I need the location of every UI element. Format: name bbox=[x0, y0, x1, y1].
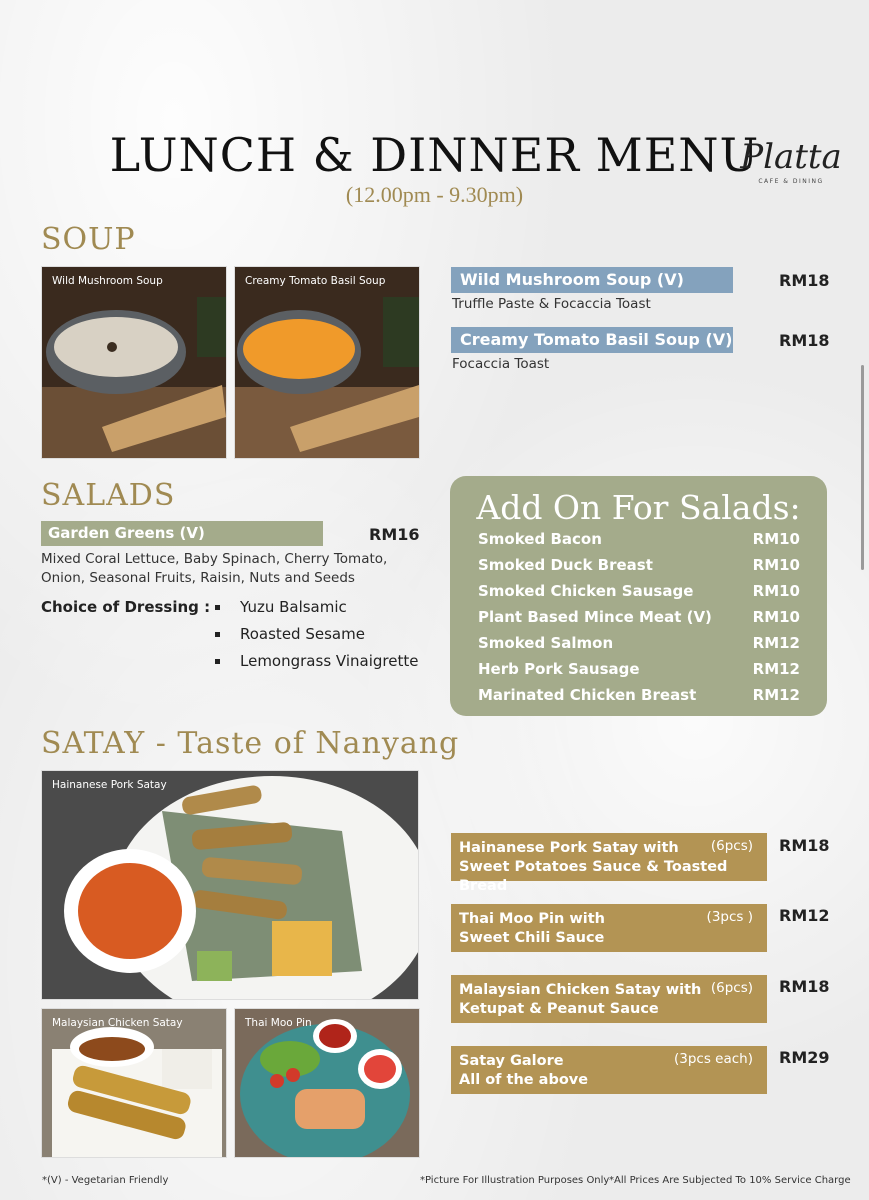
soup-item-2-price: RM18 bbox=[779, 331, 830, 350]
soup-item-1-desc: Truffle Paste & Focaccia Toast bbox=[452, 296, 651, 312]
satay-item-1-price: RM18 bbox=[779, 836, 830, 855]
satay-item-2-line2: Sweet Chili Sauce bbox=[459, 930, 605, 946]
satay-item-1-qty: (6pcs) bbox=[710, 838, 753, 854]
add-on-row: Smoked Salmon RM12 bbox=[478, 634, 800, 652]
bullet-icon bbox=[215, 605, 220, 610]
garden-greens-price: RM16 bbox=[369, 525, 420, 544]
satay-item-3-price: RM18 bbox=[779, 977, 830, 996]
satay-item-4-line1: Satay Galore bbox=[459, 1053, 564, 1069]
hainanese-pork-satay-photo bbox=[41, 770, 419, 1000]
dressing-option: Roasted Sesame bbox=[215, 625, 365, 643]
dressing-option: Yuzu Balsamic bbox=[215, 598, 347, 616]
malaysian-chicken-satay-photo bbox=[41, 1008, 227, 1158]
bullet-icon bbox=[215, 632, 220, 637]
photo-label: Wild Mushroom Soup bbox=[52, 275, 163, 287]
menu-hours: (12.00pm - 9.30pm) bbox=[345, 182, 524, 207]
dressing-label: Choice of Dressing : bbox=[41, 598, 211, 616]
satay-item-2-qty: (3pcs ) bbox=[706, 909, 753, 925]
add-on-row: Marinated Chicken Breast RM12 bbox=[478, 686, 800, 704]
photo-label: Malaysian Chicken Satay bbox=[52, 1017, 183, 1029]
dressing-option: Lemongrass Vinaigrette bbox=[215, 652, 418, 670]
satay-item-1 bbox=[451, 833, 767, 894]
menu-title: LUNCH & DINNER MENU bbox=[109, 128, 760, 182]
satay-item-3-qty: (6pcs) bbox=[710, 980, 753, 996]
add-on-row: Herb Pork Sausage RM12 bbox=[478, 660, 800, 678]
bullet-icon bbox=[215, 659, 220, 664]
satay-item-2-price: RM12 bbox=[779, 906, 830, 925]
add-on-row: Plant Based Mince Meat (V) RM10 bbox=[478, 608, 800, 626]
satay-item-1-line1: Hainanese Pork Satay with bbox=[459, 840, 679, 856]
footer-vegetarian-note: *(V) - Vegetarian Friendly bbox=[42, 1175, 169, 1186]
satay-item-2 bbox=[451, 904, 767, 952]
photo-label: Creamy Tomato Basil Soup bbox=[245, 275, 386, 287]
wild-mushroom-soup-photo bbox=[41, 266, 227, 459]
add-on-row: Smoked Duck Breast RM10 bbox=[478, 556, 800, 574]
garden-greens-name: Garden Greens (V) bbox=[41, 521, 323, 546]
satay-item-3 bbox=[451, 975, 767, 1023]
satay-item-4-line2: All of the above bbox=[459, 1072, 589, 1088]
logo-text: Platta bbox=[740, 137, 842, 177]
satay-item-4 bbox=[451, 1046, 767, 1094]
tomato-basil-soup-photo bbox=[234, 266, 420, 459]
add-on-title: Add On For Salads: bbox=[476, 488, 801, 527]
satay-item-1-line2: Sweet Potatoes Sauce & Toasted Bread bbox=[459, 859, 728, 894]
thai-moo-pin-photo bbox=[234, 1008, 420, 1158]
scrollbar[interactable] bbox=[861, 365, 864, 570]
photo-label: Hainanese Pork Satay bbox=[52, 779, 167, 791]
satay-item-4-price: RM29 bbox=[779, 1048, 830, 1067]
garden-greens-desc-line1: Mixed Coral Lettuce, Baby Spinach, Cherry Tomato, bbox=[41, 551, 388, 567]
salads-heading: SALADS bbox=[41, 478, 176, 513]
satay-item-4-qty: (3pcs each) bbox=[674, 1051, 753, 1067]
footer-service-charge-note: *All Prices Are Subjected To 10% Service Charge bbox=[609, 1175, 851, 1186]
soup-item-1-price: RM18 bbox=[779, 271, 830, 290]
add-on-salads-box bbox=[450, 476, 827, 716]
satay-item-3-line1: Malaysian Chicken Satay with bbox=[459, 982, 702, 998]
soup-item-2-name: Creamy Tomato Basil Soup (V) bbox=[451, 327, 733, 353]
add-on-row: Smoked Bacon RM10 bbox=[478, 530, 800, 548]
footer-illustration-note: *Picture For Illustration Purposes Only bbox=[420, 1175, 610, 1186]
logo-subtext: CAFE & DINING bbox=[758, 178, 824, 185]
satay-item-2-line1: Thai Moo Pin with bbox=[459, 911, 606, 927]
garden-greens-desc-line2: Onion, Seasonal Fruits, Raisin, Nuts and Seeds bbox=[41, 570, 355, 586]
logo bbox=[736, 137, 846, 185]
soup-heading: SOUP bbox=[41, 222, 136, 257]
add-on-row: Smoked Chicken Sausage RM10 bbox=[478, 582, 800, 600]
photo-label: Thai Moo Pin bbox=[245, 1017, 312, 1029]
soup-item-1-name: Wild Mushroom Soup (V) bbox=[451, 267, 733, 293]
soup-item-2-desc: Focaccia Toast bbox=[452, 356, 550, 372]
satay-heading: SATAY - Taste of Nanyang bbox=[41, 726, 460, 761]
satay-item-3-line2: Ketupat & Peanut Sauce bbox=[459, 1001, 659, 1017]
